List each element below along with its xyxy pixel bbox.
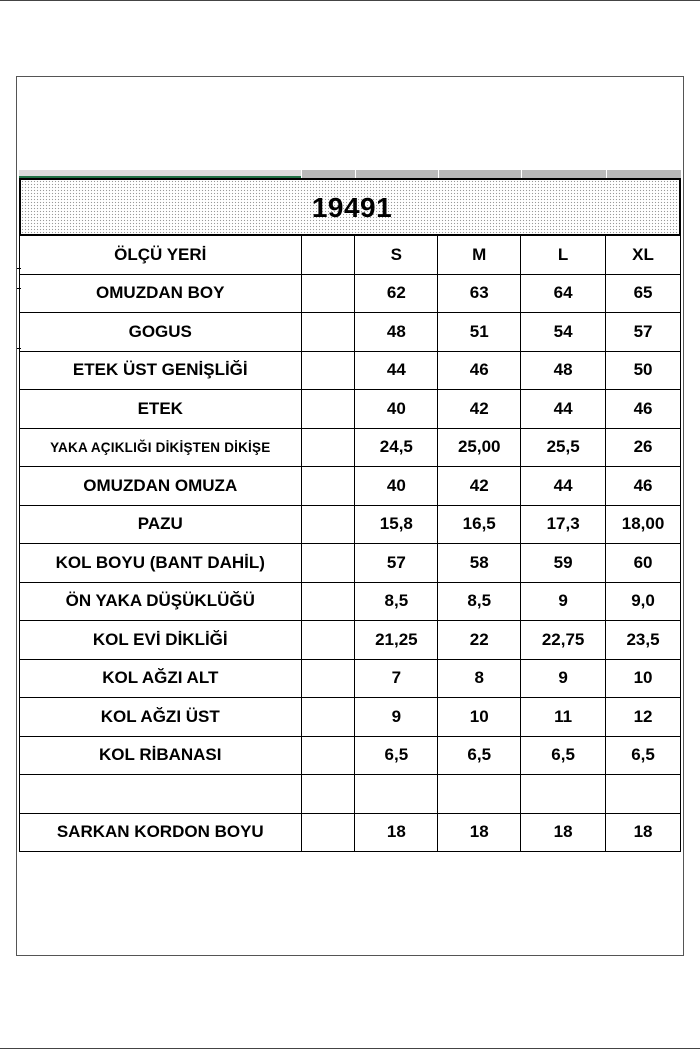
table-row bbox=[20, 621, 681, 660]
value-cell-m: 42 bbox=[438, 467, 521, 506]
value-cell-xl: 46 bbox=[606, 390, 681, 429]
measurement-label: YAKA AÇIKLIĞI DİKİŞTEN DİKİŞE bbox=[20, 428, 302, 467]
value-cell-s: 40 bbox=[355, 390, 438, 429]
value-cell-xl: 57 bbox=[606, 313, 681, 352]
measurement-label: KOL RİBANASI bbox=[20, 736, 302, 775]
table-row bbox=[20, 428, 681, 467]
value-cell-l: 44 bbox=[521, 467, 606, 506]
blank-cell bbox=[301, 813, 355, 852]
value-cell-xl bbox=[606, 775, 681, 814]
value-cell-l: 11 bbox=[521, 698, 606, 737]
blank-cell bbox=[301, 621, 355, 660]
measurement-label: SARKAN KORDON BOYU bbox=[20, 813, 302, 852]
measurement-label: OMUZDAN OMUZA bbox=[20, 467, 302, 506]
measurement-label: KOL EVİ DİKLİĞİ bbox=[20, 621, 302, 660]
value-cell-m: 42 bbox=[438, 390, 521, 429]
value-cell-s: 48 bbox=[355, 313, 438, 352]
header-cell-size-l: L bbox=[521, 236, 606, 274]
header-cell-size-xl: XL bbox=[606, 236, 681, 274]
value-cell-xl: 6,5 bbox=[606, 736, 681, 775]
value-cell-s: 21,25 bbox=[355, 621, 438, 660]
column-separator bbox=[521, 170, 522, 178]
column-separator bbox=[355, 170, 356, 178]
measurement-label: KOL AĞZI ALT bbox=[20, 659, 302, 698]
value-cell-l: 54 bbox=[521, 313, 606, 352]
value-cell-l: 64 bbox=[521, 274, 606, 313]
measurement-label: ETEK bbox=[20, 390, 302, 429]
value-cell-xl: 50 bbox=[606, 351, 681, 390]
table-row bbox=[20, 659, 681, 698]
value-cell-s: 40 bbox=[355, 467, 438, 506]
header-cell-size-s: S bbox=[355, 236, 438, 274]
table-row bbox=[20, 313, 681, 352]
spreadsheet-column-header-strip bbox=[19, 170, 681, 178]
table-row bbox=[20, 813, 681, 852]
value-cell-s bbox=[355, 775, 438, 814]
value-cell-s: 7 bbox=[355, 659, 438, 698]
value-cell-m: 8,5 bbox=[438, 582, 521, 621]
value-cell-xl: 12 bbox=[606, 698, 681, 737]
column-separator bbox=[438, 170, 439, 178]
value-cell-s: 57 bbox=[355, 544, 438, 583]
value-cell-l: 6,5 bbox=[521, 736, 606, 775]
measurement-label: PAZU bbox=[20, 505, 302, 544]
value-cell-xl: 18,00 bbox=[606, 505, 681, 544]
value-cell-l: 22,75 bbox=[521, 621, 606, 660]
value-cell-m: 51 bbox=[438, 313, 521, 352]
value-cell-s: 9 bbox=[355, 698, 438, 737]
value-cell-l: 9 bbox=[521, 659, 606, 698]
header-cell-measure-point: ÖLÇÜ YERİ bbox=[20, 236, 302, 274]
value-cell-l: 59 bbox=[521, 544, 606, 583]
value-cell-l bbox=[521, 775, 606, 814]
table-row bbox=[20, 775, 681, 814]
column-separator bbox=[301, 170, 302, 178]
value-cell-l: 18 bbox=[521, 813, 606, 852]
table-row bbox=[20, 467, 681, 506]
blank-cell bbox=[301, 505, 355, 544]
table-row bbox=[20, 351, 681, 390]
value-cell-m: 22 bbox=[438, 621, 521, 660]
blank-cell bbox=[301, 775, 355, 814]
model-code: 19491 bbox=[311, 192, 393, 223]
table-row bbox=[20, 544, 681, 583]
blank-cell bbox=[301, 351, 355, 390]
value-cell-l: 48 bbox=[521, 351, 606, 390]
table-row bbox=[20, 698, 681, 737]
header-cell-blank bbox=[301, 236, 355, 274]
blank-cell bbox=[301, 428, 355, 467]
value-cell-s: 44 bbox=[355, 351, 438, 390]
value-cell-xl: 65 bbox=[606, 274, 681, 313]
value-cell-m: 18 bbox=[438, 813, 521, 852]
measurement-label: ÖN YAKA DÜŞÜKLÜĞÜ bbox=[20, 582, 302, 621]
selected-column-header bbox=[19, 170, 301, 178]
value-cell-s: 8,5 bbox=[355, 582, 438, 621]
value-cell-xl: 60 bbox=[606, 544, 681, 583]
model-code-banner bbox=[19, 178, 681, 236]
value-cell-xl: 46 bbox=[606, 467, 681, 506]
table-row bbox=[20, 274, 681, 313]
value-cell-xl: 10 bbox=[606, 659, 681, 698]
value-cell-s: 6,5 bbox=[355, 736, 438, 775]
blank-cell bbox=[301, 736, 355, 775]
value-cell-xl: 18 bbox=[606, 813, 681, 852]
value-cell-s: 62 bbox=[355, 274, 438, 313]
value-cell-l: 9 bbox=[521, 582, 606, 621]
value-cell-l: 25,5 bbox=[521, 428, 606, 467]
blank-cell bbox=[301, 274, 355, 313]
header-cell-size-m: M bbox=[438, 236, 521, 274]
value-cell-m: 63 bbox=[438, 274, 521, 313]
measurement-label: ETEK ÜST GENİŞLİĞİ bbox=[20, 351, 302, 390]
value-cell-m: 16,5 bbox=[438, 505, 521, 544]
size-chart-sheet bbox=[19, 178, 681, 860]
value-cell-s: 24,5 bbox=[355, 428, 438, 467]
blank-cell bbox=[301, 467, 355, 506]
table-row bbox=[20, 390, 681, 429]
table-row bbox=[20, 582, 681, 621]
value-cell-xl: 26 bbox=[606, 428, 681, 467]
column-separator bbox=[606, 170, 607, 178]
blank-cell bbox=[301, 582, 355, 621]
value-cell-m: 46 bbox=[438, 351, 521, 390]
blank-cell bbox=[301, 313, 355, 352]
measurement-label bbox=[20, 775, 302, 814]
value-cell-m: 8 bbox=[438, 659, 521, 698]
blank-cell bbox=[301, 544, 355, 583]
value-cell-xl: 9,0 bbox=[606, 582, 681, 621]
value-cell-m: 10 bbox=[438, 698, 521, 737]
size-chart-table bbox=[19, 236, 681, 852]
measurement-label: GOGUS bbox=[20, 313, 302, 352]
table-row bbox=[20, 736, 681, 775]
bottom-border-line bbox=[0, 1048, 700, 1049]
blank-cell bbox=[301, 698, 355, 737]
table-row bbox=[20, 505, 681, 544]
value-cell-xl: 23,5 bbox=[606, 621, 681, 660]
top-border-line bbox=[0, 0, 700, 1]
value-cell-m bbox=[438, 775, 521, 814]
value-cell-m: 58 bbox=[438, 544, 521, 583]
value-cell-l: 44 bbox=[521, 390, 606, 429]
value-cell-l: 17,3 bbox=[521, 505, 606, 544]
value-cell-s: 18 bbox=[355, 813, 438, 852]
measurement-label: OMUZDAN BOY bbox=[20, 274, 302, 313]
measurement-label: KOL BOYU (BANT DAHİL) bbox=[20, 544, 302, 583]
measurement-label: KOL AĞZI ÜST bbox=[20, 698, 302, 737]
blank-cell bbox=[301, 659, 355, 698]
header-row bbox=[20, 236, 681, 274]
blank-cell bbox=[301, 390, 355, 429]
value-cell-s: 15,8 bbox=[355, 505, 438, 544]
value-cell-m: 25,00 bbox=[438, 428, 521, 467]
value-cell-m: 6,5 bbox=[438, 736, 521, 775]
